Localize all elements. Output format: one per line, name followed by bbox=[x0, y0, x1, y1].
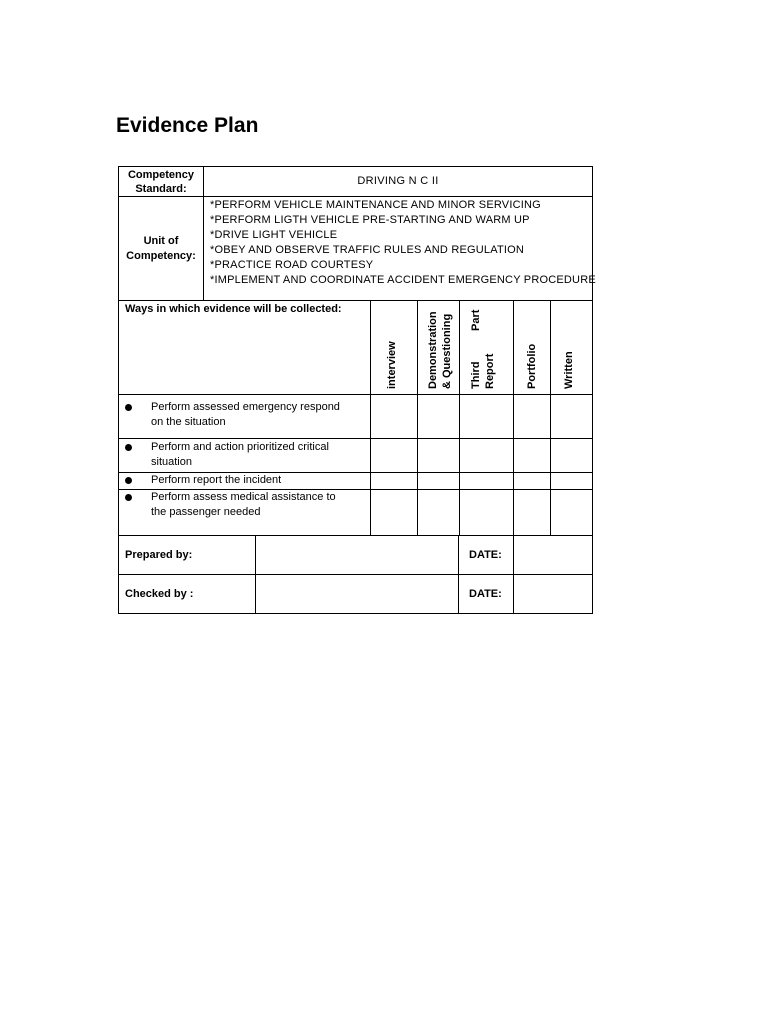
checkbox-cell[interactable] bbox=[417, 489, 460, 536]
checkbox-cell[interactable] bbox=[417, 472, 460, 490]
unit-item: *DRIVE LIGHT VEHICLE bbox=[210, 229, 338, 241]
checked-by-field[interactable] bbox=[255, 574, 459, 614]
checkbox-cell[interactable] bbox=[370, 394, 418, 439]
checkbox-cell[interactable] bbox=[370, 472, 418, 490]
page-title: Evidence Plan bbox=[116, 114, 259, 137]
method-interview-header: interview bbox=[370, 300, 418, 395]
unit-item: *OBEY AND OBSERVE TRAFFIC RULES AND REGULATION bbox=[210, 244, 525, 256]
checked-date-label: DATE: bbox=[458, 574, 514, 614]
competency-standard-label: Competency Standard: bbox=[118, 166, 204, 197]
checkbox-cell[interactable] bbox=[459, 438, 514, 473]
method-demonstration-header: Demonstration & Questioning bbox=[417, 300, 460, 395]
checkbox-cell[interactable] bbox=[550, 438, 593, 473]
checkbox-cell[interactable] bbox=[370, 438, 418, 473]
unit-of-competency-label: Unit of Competency: bbox=[118, 196, 204, 301]
criteria-row: Perform assessed emergency respond on the situation bbox=[118, 394, 371, 439]
checkbox-cell[interactable] bbox=[417, 394, 460, 439]
checkbox-cell[interactable] bbox=[513, 489, 551, 536]
prepared-date-field[interactable] bbox=[513, 535, 593, 575]
prepared-by-field[interactable] bbox=[255, 535, 459, 575]
checkbox-cell[interactable] bbox=[550, 394, 593, 439]
checkbox-cell[interactable] bbox=[550, 472, 593, 490]
checkbox-cell[interactable] bbox=[370, 489, 418, 536]
prepared-date-label: DATE: bbox=[458, 535, 514, 575]
checkbox-cell[interactable] bbox=[513, 438, 551, 473]
method-written-header: Written bbox=[550, 300, 593, 395]
bullet-icon bbox=[125, 404, 132, 411]
method-third-party-report-header: Third Report Part bbox=[459, 300, 514, 395]
bullet-icon bbox=[125, 444, 132, 451]
criteria-row: Perform and action prioritized critical situation bbox=[118, 438, 371, 473]
checkbox-cell[interactable] bbox=[459, 394, 514, 439]
unit-item: *PRACTICE ROAD COURTESY bbox=[210, 259, 374, 271]
checkbox-cell[interactable] bbox=[459, 472, 514, 490]
checkbox-cell[interactable] bbox=[550, 489, 593, 536]
bullet-icon bbox=[125, 477, 132, 484]
unit-item: *PERFORM LIGTH VEHICLE PRE-STARTING AND WARM UP bbox=[210, 214, 530, 226]
unit-item: *PERFORM VEHICLE MAINTENANCE AND MINOR SERVICING bbox=[210, 199, 541, 211]
checked-by-label: Checked by : bbox=[118, 574, 256, 614]
prepared-by-label: Prepared by: bbox=[118, 535, 256, 575]
criteria-row: Perform assess medical assistance to the passenger needed bbox=[118, 489, 371, 536]
unit-of-competency-list bbox=[203, 196, 596, 301]
criteria-row: Perform report the incident bbox=[118, 472, 371, 490]
competency-standard-value: DRIVING N C II bbox=[203, 166, 593, 197]
checkbox-cell[interactable] bbox=[513, 472, 551, 490]
checked-date-field[interactable] bbox=[513, 574, 593, 614]
ways-header: Ways in which evidence will be collected: bbox=[118, 300, 371, 395]
unit-item: *IMPLEMENT AND COORDINATE ACCIDENT EMERGENCY PROCEDURE bbox=[210, 274, 596, 286]
checkbox-cell[interactable] bbox=[459, 489, 514, 536]
checkbox-cell[interactable] bbox=[417, 438, 460, 473]
bullet-icon bbox=[125, 494, 132, 501]
checkbox-cell[interactable] bbox=[513, 394, 551, 439]
method-portfolio-header: Portfolio bbox=[513, 300, 551, 395]
